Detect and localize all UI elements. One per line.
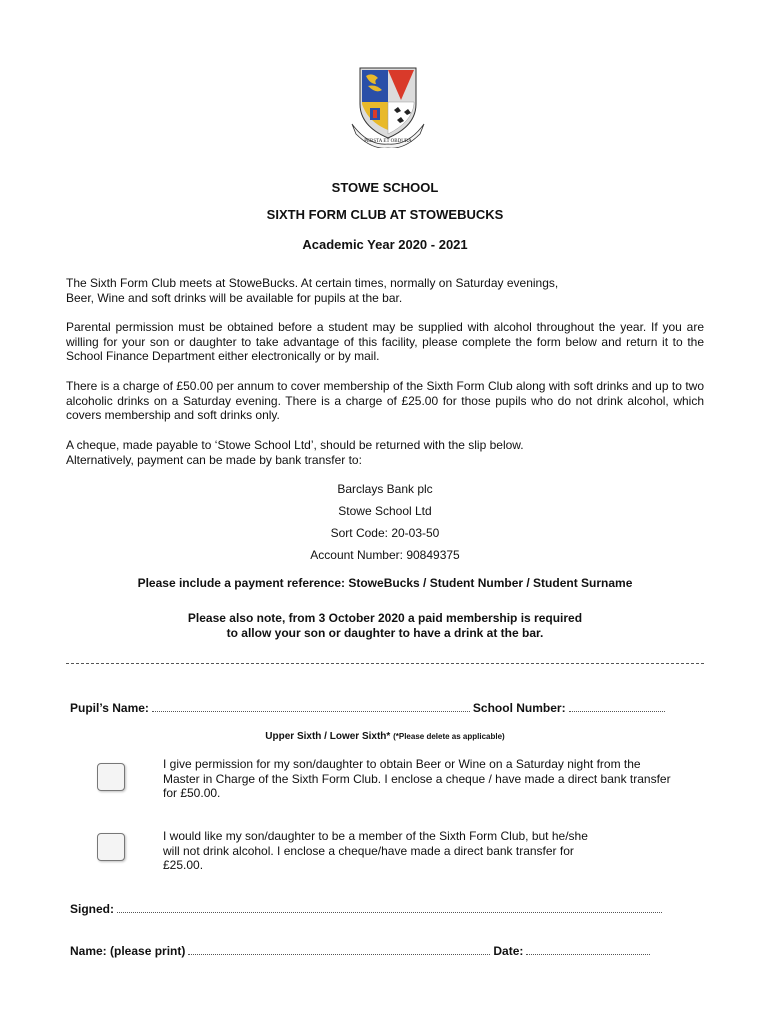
bank-sort-code: Sort Code: 20-03-50 — [330, 526, 440, 540]
bank-account-number: Account Number: 90849375 — [310, 548, 460, 562]
signature-field[interactable] — [117, 902, 662, 913]
alcohol-permission-text: I give permission for my son/daughter to obtain Beer or Wine on a Saturday night from the Master in Charge of the Sixth Form Club. I enclose a cheque / have made a direct bank transfer for £50.00. — [163, 757, 671, 801]
school-number-field[interactable] — [569, 701, 665, 712]
signature-row — [70, 902, 665, 916]
intro-line-2: Beer, Wine and soft drinks will be available for pupils at the bar. — [66, 290, 403, 305]
print-name-label: Name: (please print) — [70, 944, 186, 958]
signed-label: Signed: — [70, 902, 114, 916]
intro-line-1: The Sixth Form Club meets at StoweBucks. At certain times, normally on Saturday evenings, — [66, 276, 559, 290]
date-label: Date: — [493, 944, 524, 958]
payment-paragraph — [66, 438, 704, 467]
soft-drinks-membership-checkbox[interactable] — [97, 833, 125, 861]
soft-drinks-membership-text: I would like my son/daughter to be a member of the Sixth Form Club, but he/she will not drink alcohol. I enclose a cheque/have made a direct bank transfer for £25.00. — [163, 829, 588, 873]
payment-reference-note: Please include a payment reference: StoweBucks / Student Number / Student Surname — [137, 576, 633, 590]
academic-year: Academic Year 2020 - 2021 — [302, 237, 468, 252]
school-number-label: School Number: — [472, 701, 566, 715]
intro-paragraph — [66, 276, 704, 305]
payment-line-1: A cheque, made payable to ‘Stowe School Ltd’, should be returned with the slip below. — [66, 438, 524, 452]
school-title: STOWE SCHOOL — [331, 180, 439, 195]
year-group-line — [0, 731, 770, 742]
tear-off-divider — [66, 663, 704, 664]
membership-note-line-2: to allow your son or daughter to have a drink at the bar. — [226, 626, 544, 640]
alcohol-permission-checkbox[interactable] — [97, 763, 125, 791]
year-group-note: (*Please delete as applicable) — [393, 732, 505, 741]
pupil-name-label: Pupil’s Name: — [70, 701, 149, 715]
membership-note-line-1: Please also note, from 3 October 2020 a paid membership is required — [187, 611, 583, 625]
print-name-row — [70, 944, 653, 958]
club-title: SIXTH FORM CLUB AT STOWEBUCKS — [266, 207, 504, 222]
permission-paragraph: Parental permission must be obtained before a student may be supplied with alcohol throughout the year. If you are willing for your son or daughter to take advantage of this facility, please complete the form below and return it to the School Finance Department either electronically or by mail. — [66, 320, 704, 364]
payment-line-2: Alternatively, payment can be made by bank transfer to: — [66, 452, 362, 467]
bank-name: Barclays Bank plc — [337, 482, 433, 496]
school-crest-icon — [348, 64, 428, 148]
crest-motto: PERSTA ET OBDURA — [364, 139, 412, 144]
year-group-options[interactable]: Upper Sixth / Lower Sixth* — [265, 731, 391, 742]
pupil-name-field[interactable] — [152, 701, 470, 712]
print-name-field[interactable] — [188, 944, 490, 955]
date-field[interactable] — [526, 944, 650, 955]
pupil-name-row — [70, 701, 668, 715]
membership-note — [0, 611, 770, 641]
bank-account-name: Stowe School Ltd — [338, 504, 432, 518]
charges-paragraph: There is a charge of £50.00 per annum to cover membership of the Sixth Form Club along with soft drinks and up to two alcoholic drinks on a Saturday evening. There is a charge of £25.00 for those pupils who do not drink alcohol, which covers membership and soft drinks only. — [66, 379, 704, 423]
